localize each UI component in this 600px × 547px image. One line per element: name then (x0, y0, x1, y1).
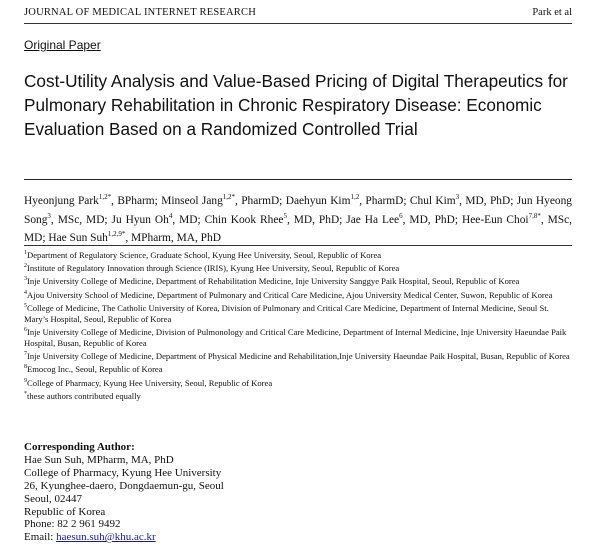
author-degrees: , PharmD; (235, 195, 286, 207)
author-name: Chul Kim (409, 195, 456, 207)
affiliation-text: Department of Regulatory Science, Graduate School, Kyung Hee University, Seoul, Republic of Korea (27, 250, 382, 260)
author-name: Ju Hyun Oh (111, 213, 169, 226)
affiliation-item (24, 250, 574, 261)
affiliation-number: 1 (24, 250, 27, 257)
author-affiliation-sup: 1,2 (350, 193, 360, 202)
author-affiliation-sup: 3 (455, 193, 460, 202)
author-name: Jae Ha Lee (346, 213, 400, 226)
affiliation-text: these authors contributed equally (27, 390, 141, 401)
author-degrees: , BPharm; (111, 195, 162, 207)
author-affiliation-sup: 4 (168, 211, 173, 220)
corresponding-author-block (24, 441, 224, 544)
affiliation-number: 5 (24, 302, 27, 309)
affiliation-text: Inje University College of Medicine, Division of Pulmonology and Critical Care Medicine, Department of Internal Medicine, Inje University Haeundae Paik Hospital, Busan, Republic of Korea (24, 326, 567, 348)
authors-bottom-rule (24, 245, 572, 246)
affiliation-item (24, 391, 574, 402)
affiliation-number: 4 (24, 289, 27, 296)
affiliation-text: College of Pharmacy, Kyung Hee University, Seoul, Republic of Korea (27, 377, 273, 388)
corresponding-line: Hae Sun Suh, MPharm, MA, PhD (24, 453, 174, 466)
author (346, 211, 462, 226)
author-degrees: , MPharm, MA, PhD (125, 232, 221, 244)
affiliation-number: 9 (24, 377, 27, 384)
email-label: Email: (24, 531, 57, 544)
author (286, 195, 410, 207)
authors-top-rule (24, 179, 572, 180)
affiliation-number: * (24, 390, 27, 397)
author-degrees: , MSc, MD; (50, 213, 112, 226)
affiliation-item (24, 351, 574, 362)
author-degrees: , MD; (172, 213, 205, 226)
author-degrees: , MSc, MD; (24, 213, 573, 244)
author (111, 211, 205, 226)
author (204, 211, 347, 226)
author-degrees: , PharmD; (359, 195, 410, 207)
affiliation-item (24, 378, 574, 389)
affiliation-text: Ajou University School of Medicine, Department of Pulmonary and Critical Care Medicine, Ajou University Medical Center, Suwon, Republic of Korea (27, 289, 553, 300)
author-affiliation-sup: 1,2,9* (107, 230, 126, 239)
author (24, 195, 161, 207)
author-name: Jun Hyeong Song (24, 195, 572, 226)
author-degrees: , MD, PhD; (459, 195, 517, 207)
author (48, 232, 221, 244)
affiliation-number: 8 (24, 364, 27, 371)
corresponding-line: Phone: 82 2 961 9492 (24, 518, 121, 531)
affiliation-number: 2 (24, 263, 27, 270)
running-author: Park et al (532, 7, 572, 18)
affiliation-number: 6 (24, 327, 27, 334)
affiliation-item (24, 290, 574, 301)
author-name: Hee-Eun Choi (461, 213, 529, 226)
corresponding-author-heading: Corresponding Author: (24, 441, 135, 453)
affiliation-item (24, 263, 574, 274)
affiliation-number: 3 (24, 276, 27, 283)
author-list (24, 192, 572, 248)
affiliation-text: Emocog Inc., Seoul, Republic of Korea (27, 364, 163, 375)
author-name: Minseol Jang (161, 195, 223, 207)
affiliation-text: Institute of Regulatory Innovation through Science (IRIS), Kyung Hee University, Seoul, Republic of Korea (27, 263, 400, 274)
author-degrees: , MD, PhD; (286, 213, 347, 226)
affiliation-text: Inje University College of Medicine, Department of Physical Medicine and Rehabilitation,Inje University Haeundae Paik Hospital, Busan, Republic of Korea (27, 351, 570, 362)
author-name: Hyeonjung Park (24, 195, 99, 207)
affiliation-item (24, 276, 574, 287)
author-affiliation-sup: 7,8* (528, 211, 541, 220)
corresponding-line: Republic of Korea (24, 505, 106, 518)
affiliation-number: 7 (24, 351, 27, 358)
author-affiliation-sup: 3 (47, 211, 51, 220)
email-line (24, 531, 224, 544)
affiliation-text: College of Medicine, The Catholic University of Korea, Division of Pulmonary and Critical Care Medicine, Department of Internal Medicine, Seoul St. Mary’s Hospital, Seoul, Republic of Korea (24, 302, 549, 324)
affiliation-list (24, 250, 574, 404)
paper-title: Cost-Utility Analysis and Value-Based Pricing of Digital Therapeutics for Pulmonary Rehabilitation in Chronic Respiratory Disease: Economic Evaluation Based on a Randomized Controlled Trial (24, 71, 568, 139)
author-affiliation-sup: 6 (399, 211, 403, 220)
affiliation-item (24, 303, 574, 325)
author-affiliation-sup: 5 (283, 211, 287, 220)
affiliation-text: Inje University College of Medicine, Department of Rehabilitation Medicine, Inje University Sanggye Paik Hospital, Seoul, Republic of Korea (27, 276, 520, 287)
author-degrees: , MD, PhD; (402, 213, 462, 226)
affiliation-item (24, 364, 574, 375)
author (410, 195, 517, 207)
journal-name: JOURNAL OF MEDICAL INTERNET RESEARCH (24, 7, 256, 18)
author-affiliation-sup: 1,2* (98, 193, 112, 202)
email-link[interactable]: haesun.suh@khu.ac.kr (56, 531, 156, 544)
article-type: Original Paper (24, 38, 101, 52)
author-name: Daehyun Kim (285, 195, 351, 207)
author-name: Hae Sun Suh (48, 232, 108, 244)
corresponding-line: 26, Kyunghee-daero, Dongdaemun-gu, Seoul (24, 479, 224, 492)
header-rule (24, 23, 572, 24)
author (161, 195, 286, 207)
author-name: Chin Kook Rhee (204, 213, 284, 226)
affiliation-item (24, 327, 574, 349)
corresponding-line: Seoul, 02447 (24, 492, 83, 505)
corresponding-line: College of Pharmacy, Kyung Hee University (24, 466, 222, 479)
author-affiliation-sup: 1,2* (222, 193, 236, 202)
